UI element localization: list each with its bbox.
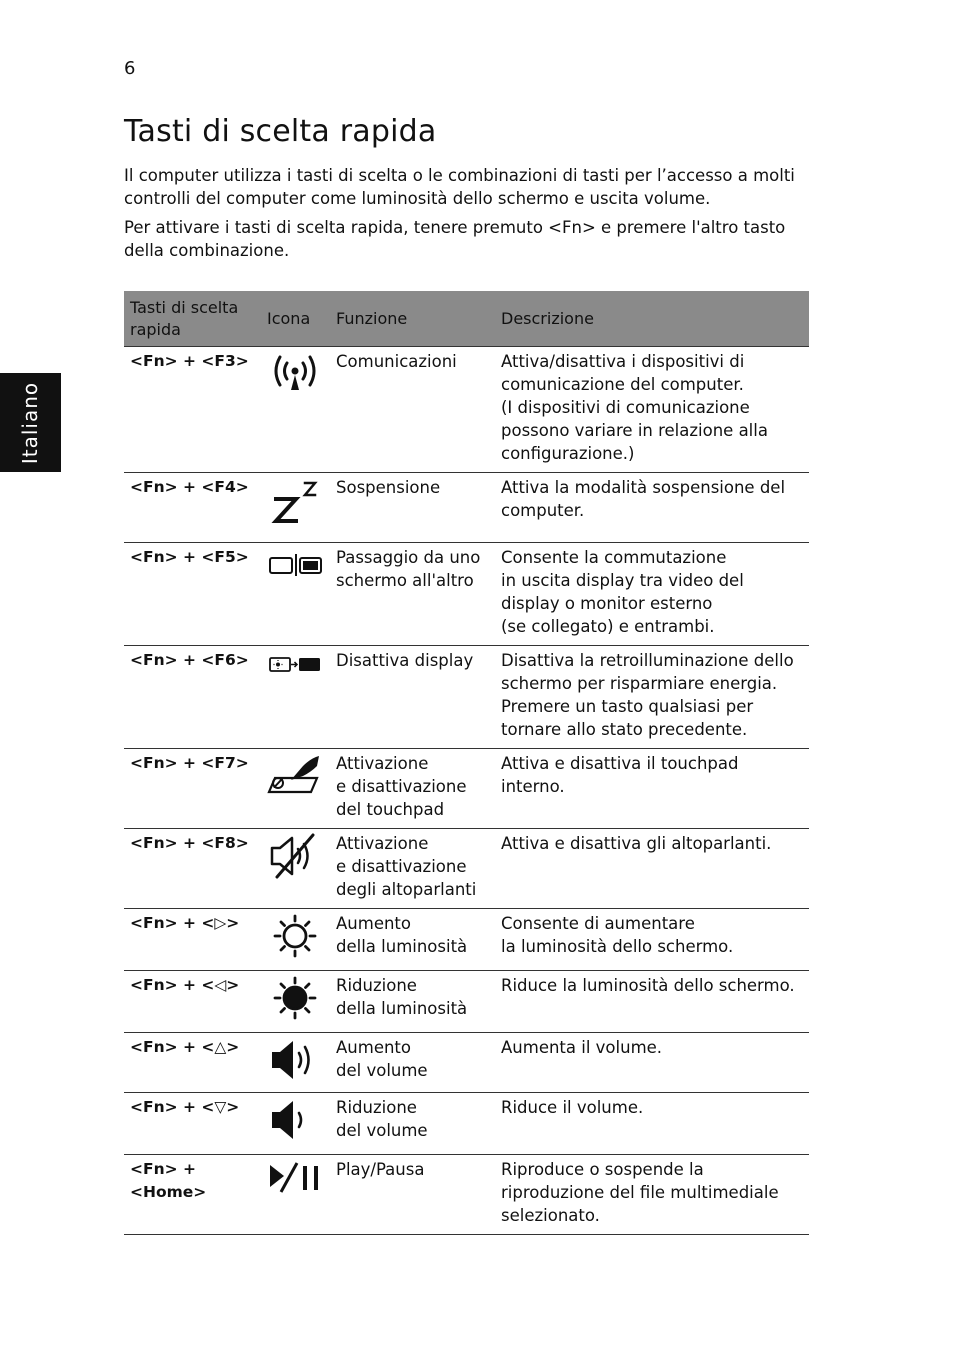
icon-cell — [261, 347, 330, 473]
function-cell: Riduzione della luminosità — [330, 971, 495, 1033]
icon-cell — [261, 646, 330, 749]
description-cell: Attiva la modalità sospensione del computer. — [495, 473, 809, 543]
function-cell: Attivazione e disattivazione degli altoparlanti — [330, 829, 495, 909]
description-cell: Attiva/disattiva i dispositivi di comunicazione del computer. (I dispositivi di comunicazione possono variare in relazione alla configurazione.) — [495, 347, 809, 473]
header-function: Funzione — [330, 291, 495, 347]
language-side-tab — [0, 373, 61, 472]
display-off-icon — [267, 649, 323, 697]
hotkey-cell: <Fn> + <F7> — [124, 749, 261, 829]
brightness-down-icon — [267, 974, 323, 1022]
speaker-mute-icon — [267, 832, 323, 880]
page-number: 6 — [124, 58, 136, 79]
hotkeys-table — [124, 291, 809, 1235]
description-cell: Disattiva la retroilluminazione dello schermo per risparmiare energia. Premere un tasto qualsiasi per tornare allo stato precedente. — [495, 646, 809, 749]
description-cell: Aumenta il volume. — [495, 1033, 809, 1093]
description-cell: Attiva e disattiva gli altoparlanti. — [495, 829, 809, 909]
volume-up-icon — [267, 1036, 323, 1084]
language-side-tab-label: Italiano — [18, 381, 43, 464]
function-cell: Sospensione — [330, 473, 495, 543]
intro-paragraph-2: Per attivare i tasti di scelta rapida, tenere premuto <Fn> e premere l'altro tasto della combinazione. — [124, 218, 786, 260]
hotkey-cell: <Fn> + <▷> — [124, 909, 261, 971]
touchpad-toggle-icon — [267, 752, 323, 800]
hotkey-cell: <Fn> + <F3> — [124, 347, 261, 473]
description-cell: Riproduce o sospende la riproduzione del file multimediale selezionato. — [495, 1155, 809, 1235]
table-row — [124, 646, 809, 749]
display-toggle-icon — [267, 546, 323, 594]
function-cell: Aumento del volume — [330, 1033, 495, 1093]
table-row — [124, 749, 809, 829]
function-cell: Riduzione del volume — [330, 1093, 495, 1155]
icon-cell — [261, 1033, 330, 1093]
icon-cell — [261, 829, 330, 909]
icon-cell — [261, 1155, 330, 1235]
icon-cell — [261, 909, 330, 971]
description-cell: Riduce la luminosità dello schermo. — [495, 971, 809, 1033]
description-cell: Attiva e disattiva il touchpad interno. — [495, 749, 809, 829]
brightness-up-icon — [267, 912, 323, 960]
icon-cell — [261, 971, 330, 1033]
table-row — [124, 1033, 809, 1093]
function-cell: Disattiva display — [330, 646, 495, 749]
icon-cell — [261, 1093, 330, 1155]
table-header-row — [124, 291, 809, 347]
intro-paragraph-1: Il computer utilizza i tasti di scelta o le combinazioni di tasti per l’accesso a molti controlli del computer come luminosità dello schermo e uscita volume. — [124, 166, 795, 208]
function-cell: Attivazione e disattivazione del touchpad — [330, 749, 495, 829]
sleep-icon — [267, 476, 323, 524]
table-row — [124, 543, 809, 646]
description-cell: Consente la commutazione in uscita display tra video del display o monitor esterno (se collegato) e entrambi. — [495, 543, 809, 646]
table-row — [124, 473, 809, 543]
hotkey-cell: <Fn> + <F4> — [124, 473, 261, 543]
function-cell: Comunicazioni — [330, 347, 495, 473]
icon-cell — [261, 543, 330, 646]
hotkey-cell: <Fn> + <F8> — [124, 829, 261, 909]
play-pause-icon — [267, 1158, 323, 1206]
hotkey-cell: <Fn> + <F5> — [124, 543, 261, 646]
icon-cell — [261, 473, 330, 543]
hotkey-cell: <Fn> + <△> — [124, 1033, 261, 1093]
table-row — [124, 971, 809, 1033]
hotkey-cell: <Fn> + <▽> — [124, 1093, 261, 1155]
table-row — [124, 347, 809, 473]
wireless-communication-icon — [267, 350, 323, 398]
table-row — [124, 1155, 809, 1235]
function-cell: Aumento della luminosità — [330, 909, 495, 971]
function-cell: Passaggio da uno schermo all'altro — [330, 543, 495, 646]
icon-cell — [261, 749, 330, 829]
hotkey-cell: <Fn> + <F6> — [124, 646, 261, 749]
function-cell: Play/Pausa — [330, 1155, 495, 1235]
header-description: Descrizione — [495, 291, 809, 347]
table-row — [124, 909, 809, 971]
table-row — [124, 1093, 809, 1155]
page-title: Tasti di scelta rapida — [124, 114, 437, 149]
header-icon: Icona — [261, 291, 330, 347]
table-row — [124, 829, 809, 909]
hotkey-cell: <Fn> + <Home> — [124, 1155, 261, 1235]
hotkey-cell: <Fn> + <◁> — [124, 971, 261, 1033]
volume-down-icon — [267, 1096, 323, 1144]
description-cell: Riduce il volume. — [495, 1093, 809, 1155]
description-cell: Consente di aumentare la luminosità dello schermo. — [495, 909, 809, 971]
header-key: Tasti di scelta rapida — [124, 291, 261, 347]
